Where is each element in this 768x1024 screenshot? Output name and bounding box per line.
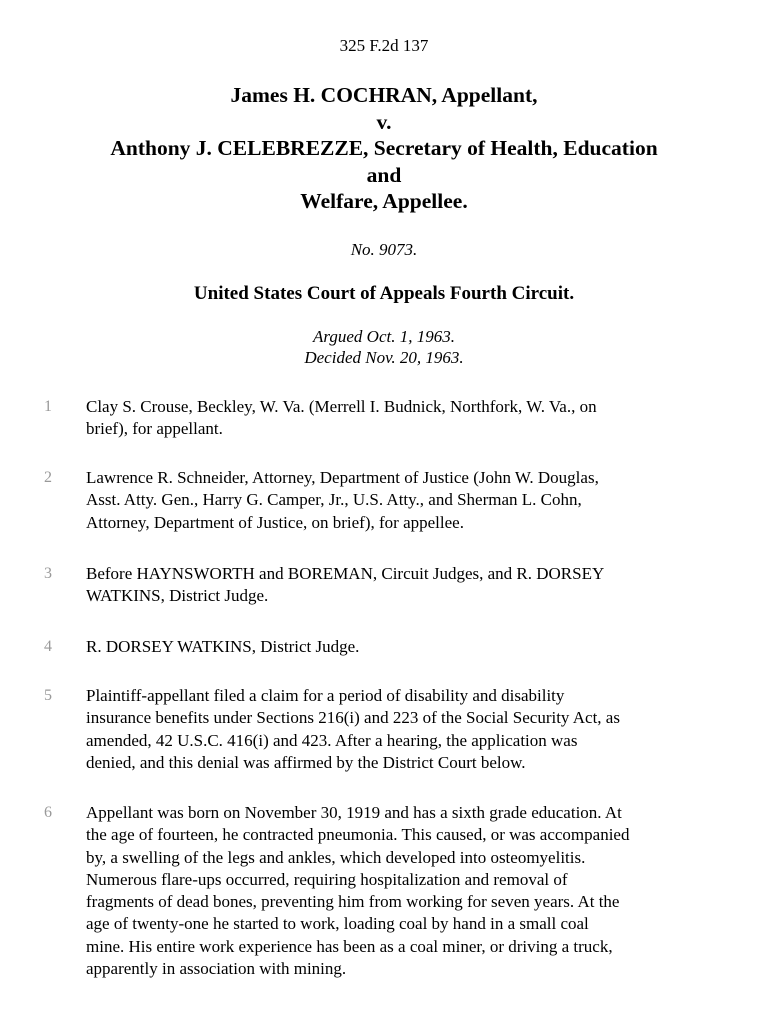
paragraph-text xyxy=(86,685,734,774)
paragraph-line: Numerous flare-ups occurred, requiring hospitalization and removal of xyxy=(86,869,568,889)
paragraph-line: age of twenty-one he started to work, loading coal by hand in a small coal xyxy=(86,914,589,934)
paragraph-line: WATKINS, District Judge. xyxy=(86,586,269,606)
paragraph-number: 2 xyxy=(44,469,52,486)
paragraph-line: Clay S. Crouse, Beckley, W. Va. (Merrell I. Budnick, Northfork, W. Va., on xyxy=(86,397,597,416)
paragraph-line: denied, and this denial was affirmed by the District Court below. xyxy=(86,752,526,772)
paragraph-number: 3 xyxy=(44,565,52,582)
case-title-versus: v. xyxy=(376,109,392,134)
paragraph-line: Lawrence R. Schneider, Attorney, Department of Justice (John W. Douglas, xyxy=(86,468,599,487)
paragraph-line: Attorney, Department of Justice, on brief), for appellee. xyxy=(86,512,464,532)
paragraph-number: 4 xyxy=(44,638,52,655)
paragraph-line: R. DORSEY WATKINS, District Judge. xyxy=(86,637,360,656)
case-title xyxy=(40,82,728,215)
case-citation: 325 F.2d 137 xyxy=(339,36,429,55)
paragraph-text xyxy=(86,467,734,534)
paragraph-line: Appellant was born on November 30, 1919 and has a sixth grade education. At xyxy=(86,803,622,822)
court-name: United States Court of Appeals Fourth Circuit. xyxy=(193,283,575,304)
paragraph-number: 6 xyxy=(44,804,52,821)
docket-number: No. 9073. xyxy=(350,240,418,259)
paragraph-line: amended, 42 U.S.C. 416(i) and 423. After a hearing, the application was xyxy=(86,730,578,750)
paragraph-line: mine. His entire work experience has been as a coal miner, or driving a truck, xyxy=(86,936,613,956)
case-dates xyxy=(0,326,768,368)
paragraph-text xyxy=(86,636,734,658)
paragraph-text xyxy=(86,802,734,980)
paragraph-number: 5 xyxy=(44,687,52,704)
decided-date: Decided Nov. 20, 1963. xyxy=(304,348,464,367)
paragraph-line: Plaintiff-appellant filed a claim for a period of disability and disability xyxy=(86,686,565,705)
argued-date: Argued Oct. 1, 1963. xyxy=(313,327,455,346)
paragraph-text xyxy=(86,396,734,441)
paragraph-line: Before HAYNSWORTH and BOREMAN, Circuit Judges, and R. DORSEY xyxy=(86,564,605,583)
paragraph-number: 1 xyxy=(44,398,52,415)
paragraph-line: the age of fourteen, he contracted pneumonia. This caused, or was accompanied xyxy=(86,825,630,845)
paragraph-line: brief), for appellant. xyxy=(86,419,223,439)
paragraph-line: apparently in association with mining. xyxy=(86,959,347,979)
paragraph-line: Asst. Atty. Gen., Harry G. Camper, Jr., U.S. Atty., and Sherman L. Cohn, xyxy=(86,490,582,510)
case-title-appellee-line3: Welfare, Appellee. xyxy=(300,189,468,213)
paragraph-line: by, a swelling of the legs and ankles, which developed into osteomyelitis. xyxy=(86,847,586,867)
paragraph-text xyxy=(86,563,734,608)
case-title-appellant: James H. COCHRAN, Appellant, xyxy=(230,83,538,107)
paragraph-line: insurance benefits under Sections 216(i) and 223 of the Social Security Act, as xyxy=(86,708,620,728)
case-title-appellee-line2: and xyxy=(366,162,402,187)
paragraph-line: fragments of dead bones, preventing him from working for seven years. At the xyxy=(86,892,620,912)
case-title-appellee-line1: Anthony J. CELEBREZZE, Secretary of Health, Education xyxy=(110,136,658,160)
